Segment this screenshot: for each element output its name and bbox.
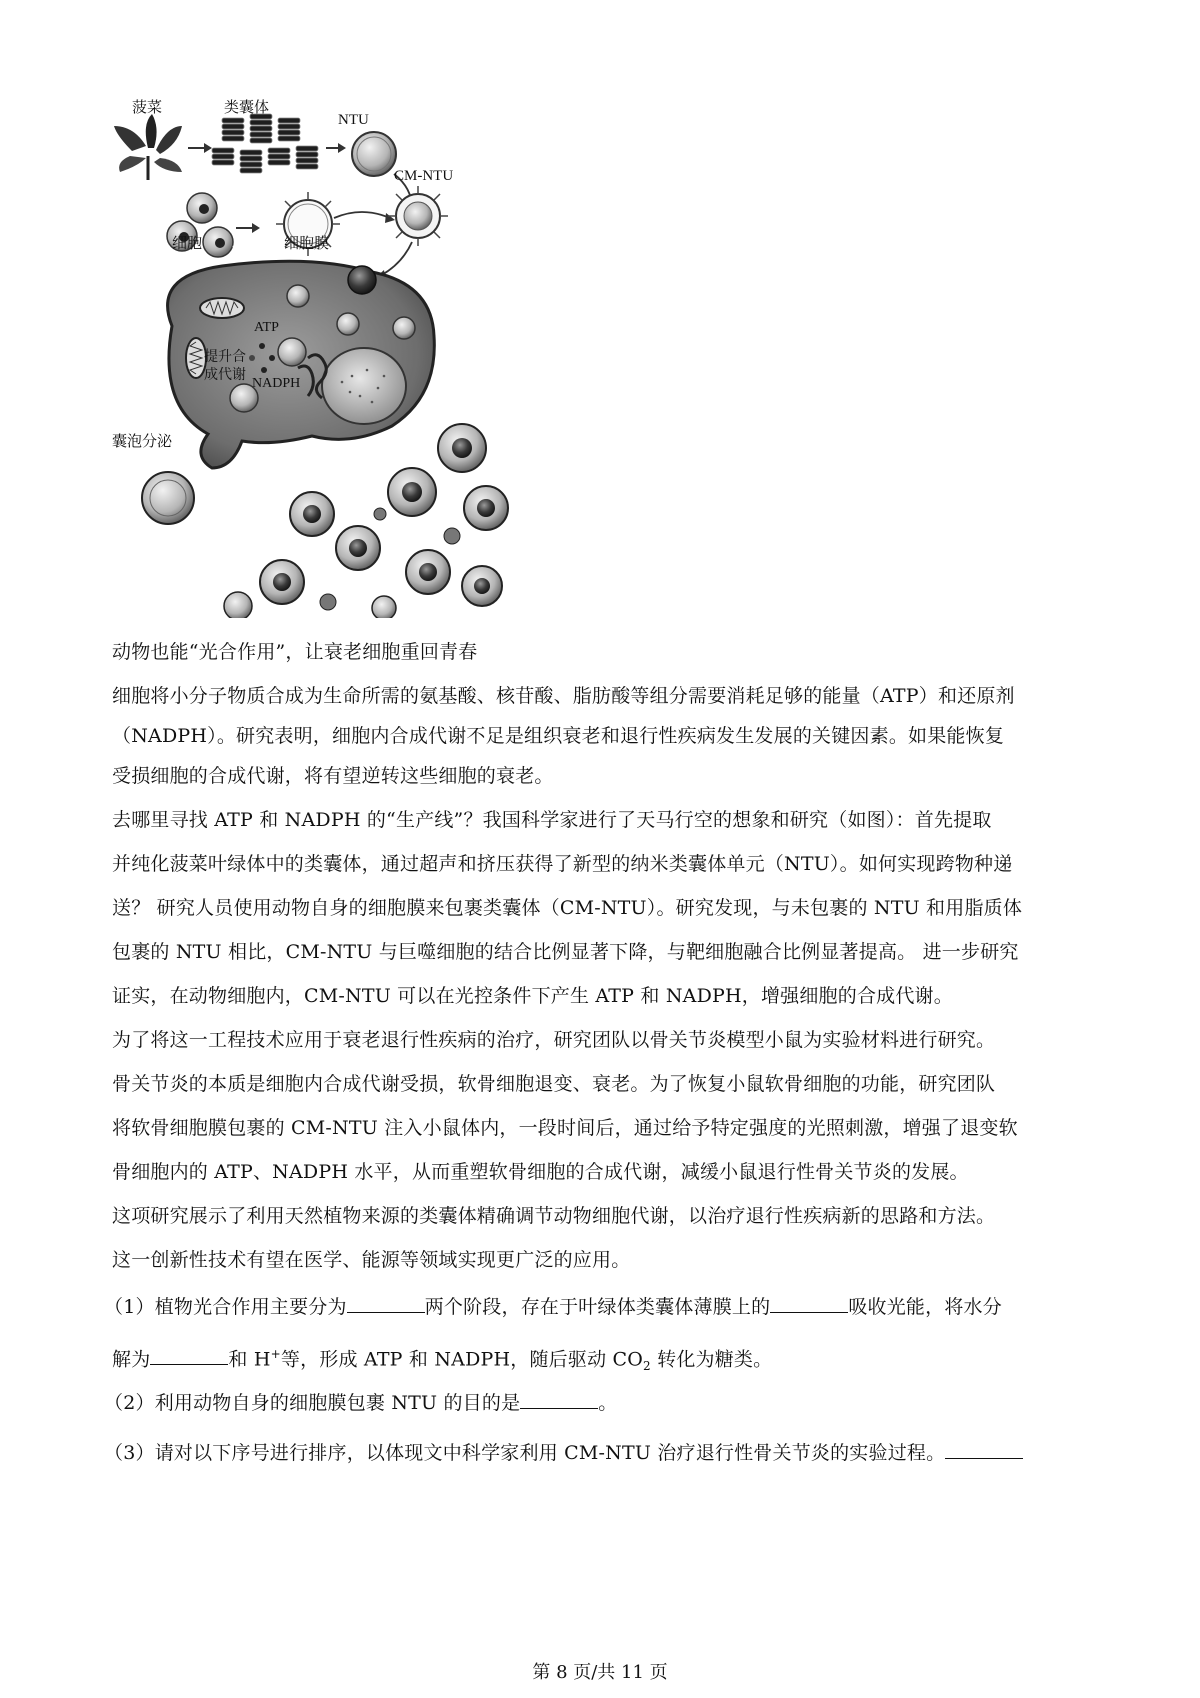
- question-2: [104, 1390, 617, 1415]
- thylakoid-stacks: [212, 114, 318, 173]
- article-line: 去哪里寻找 ATP 和 NADPH 的“生产线”？我国科学家进行了天马行空的想象和研究（如图）：首先提取: [112, 809, 992, 831]
- label-cell-membrane: 细胞膜: [284, 234, 330, 252]
- answer-blank[interactable]: [520, 1390, 598, 1409]
- article-line: 细胞将小分子物质合成为生命所需的氨基酸、核苷酸、脂肪酸等组分需要消耗足够的能量（ATP）和还原剂: [112, 685, 1015, 707]
- arrow: [334, 212, 390, 218]
- q1-text-c: 吸收光能，将水分: [848, 1296, 1002, 1318]
- q1-text-b: 两个阶段，存在于叶绿体类囊体薄膜上的: [424, 1296, 771, 1318]
- spinach-illustration: [114, 114, 182, 180]
- arrowhead: [204, 143, 212, 153]
- label-nadph: NADPH: [252, 376, 301, 391]
- q1-text-e: 和 H: [228, 1348, 271, 1371]
- answer-blank[interactable]: [150, 1346, 228, 1365]
- q1-text-a: （1）植物光合作用主要分为: [104, 1296, 347, 1318]
- secreted-vesicle: [142, 472, 194, 524]
- article-line: 这一创新性技术有望在医学、能源等领域实现更广泛的应用。: [112, 1249, 631, 1271]
- question-1-line-1: [104, 1294, 1002, 1319]
- article-line: 并纯化菠菜叶绿体中的类囊体，通过超声和挤压获得了新型的纳米类囊体单元（NTU）。如何实现跨物种递: [112, 853, 1013, 875]
- label-cm-ntu: CM-NTU: [394, 168, 454, 184]
- label-ntu: NTU: [338, 112, 369, 128]
- superscript: +: [270, 1347, 281, 1361]
- article-line: 送？ 研究人员使用动物自身的细胞膜来包裹类囊体（CM-NTU）。研究发现，与未包裹的 NTU 和用脂质体: [112, 897, 1023, 919]
- article-line: 证实，在动物细胞内，CM-NTU 可以在光控条件下产生 ATP 和 NADPH，增强细胞的合成代谢。: [112, 985, 953, 1007]
- question-1-line-2: [112, 1342, 772, 1378]
- label-enhance-2: 成代谢: [204, 367, 246, 383]
- article-line: （NADPH）。研究表明，细胞内合成代谢不足是组织衰老和退行性疾病发生发展的关键因素。如果能恢复: [112, 725, 1005, 747]
- arrowhead: [338, 143, 346, 153]
- arrowhead: [385, 213, 395, 223]
- article-line: 这项研究展示了利用天然植物来源的类囊体精确调节动物细胞代谢，以治疗退行性疾病新的思路和方法。: [112, 1205, 996, 1227]
- cm-ntu-particle: [388, 186, 448, 246]
- label-vesicle-secretion: 囊泡分泌: [112, 432, 173, 450]
- answer-blank[interactable]: [347, 1294, 425, 1313]
- article-line: 受损细胞的合成代谢，将有望逆转这些细胞的衰老。: [112, 765, 554, 787]
- article-line: 为了将这一工程技术应用于衰老退行性疾病的治疗，研究团队以骨关节炎模型小鼠为实验材料进行研究。: [112, 1029, 996, 1051]
- article-line: 将软骨细胞膜包裹的 CM-NTU 注入小鼠体内，一段时间后，通过给予特定强度的光照刺激，增强了退变软: [112, 1117, 1018, 1139]
- arrowhead: [252, 223, 260, 233]
- label-cell: 细胞: [172, 234, 203, 252]
- subscript: 2: [643, 1359, 651, 1374]
- mitochondrion: [186, 338, 206, 378]
- label-thylakoid: 类囊体: [224, 98, 270, 116]
- q1-text-g: 转化为糖类。: [650, 1348, 773, 1371]
- tissue-cells: [224, 424, 508, 618]
- research-figure: [112, 96, 512, 618]
- answer-blank[interactable]: [945, 1440, 1023, 1459]
- mitochondrion: [200, 298, 244, 318]
- ntu-particle: [352, 132, 396, 176]
- q3-text-a: （3）请对以下序号进行排序，以体现文中科学家利用 CM-NTU 治疗退行性骨关节炎的实验过程。: [104, 1442, 946, 1464]
- q1-text-d: 解为: [112, 1348, 151, 1371]
- article-title: 动物也能“光合作用”，让衰老细胞重回青春: [112, 641, 478, 663]
- label-enhance-1: 提升合: [204, 349, 246, 365]
- q2-text-b: 。: [598, 1392, 618, 1414]
- q2-text-a: （2）利用动物自身的细胞膜包裹 NTU 的目的是: [104, 1392, 521, 1414]
- page-footer: 第 8 页/共 11 页: [532, 1662, 668, 1683]
- answer-blank[interactable]: [770, 1294, 848, 1313]
- article-line: 包裹的 NTU 相比，CM-NTU 与巨噬细胞的结合比例显著下降，与靶细胞融合比例显著提高。 进一步研究: [112, 941, 1019, 963]
- article-line: 骨细胞内的 ATP、NADPH 水平，从而重塑软骨细胞的合成代谢，减缓小鼠退行性骨关节炎的发展。: [112, 1161, 969, 1183]
- arrow: [380, 242, 412, 276]
- label-spinach: 菠菜: [132, 98, 163, 116]
- article-line: 骨关节炎的本质是细胞内合成代谢受损，软骨细胞退变、衰老。为了恢复小鼠软骨细胞的功能，研究团队: [112, 1073, 996, 1095]
- q1-text-f: 等，形成 ATP 和 NADPH，随后驱动 CO: [280, 1348, 644, 1371]
- label-atp: ATP: [254, 320, 279, 335]
- question-3: [104, 1440, 1023, 1465]
